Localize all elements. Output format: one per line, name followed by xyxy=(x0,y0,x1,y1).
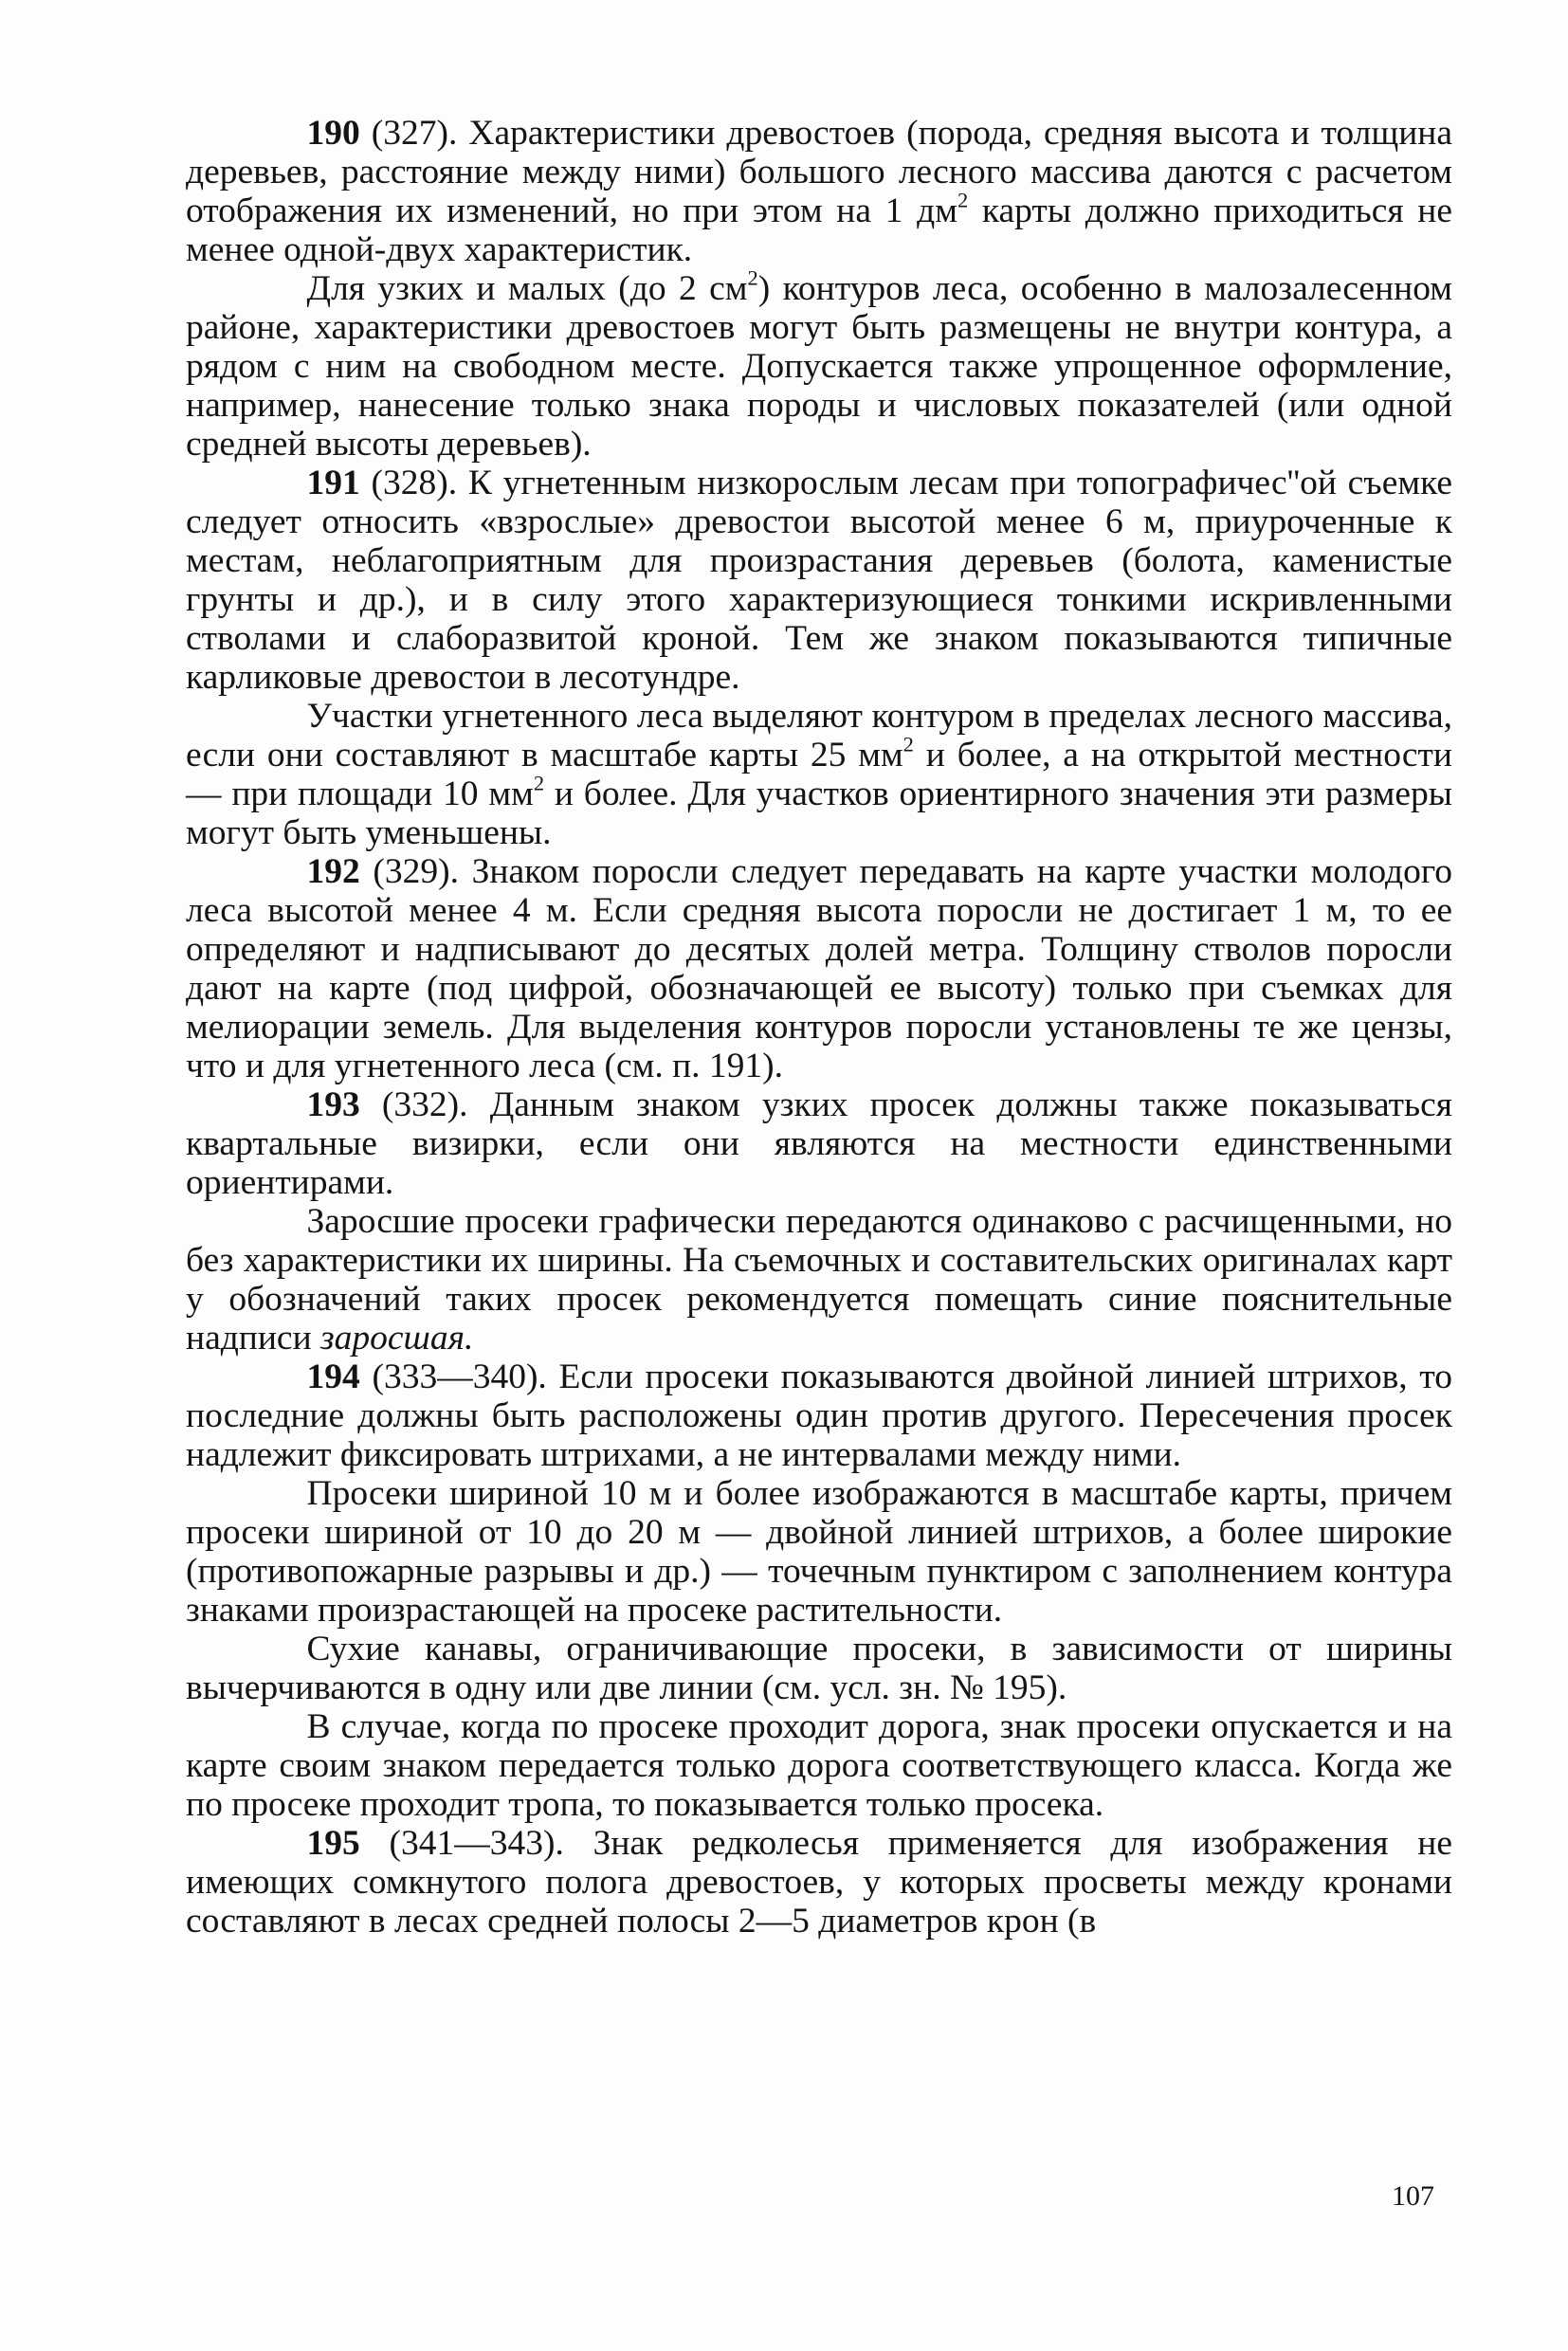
paragraph-194-continued xyxy=(186,1474,1452,1630)
item-reference: (329). xyxy=(373,852,459,891)
paragraph-195 xyxy=(186,1824,1452,1941)
paragraph-190 xyxy=(186,114,1452,269)
item-reference: (332). xyxy=(381,1085,468,1124)
paragraph-text: и более. Для участков ориентирного значения эти размеры могут быть уменьшены. xyxy=(186,775,1452,852)
paragraph-191 xyxy=(186,464,1452,697)
paragraph-text: карты должно приходиться не менее одной-двух характеристик. xyxy=(186,191,1452,269)
item-number: 194 xyxy=(306,1358,360,1396)
paragraph-193-continued xyxy=(186,1202,1452,1358)
paragraph-text: Сухие канавы, ограничивающие просеки, в зависимости от ширины вычерчиваются в одну или две линии (см. усл. зн. № 195). xyxy=(186,1630,1452,1707)
item-number: 191 xyxy=(306,464,360,502)
paragraph-text: Просеки шириной 10 м и более изображаются в масштабе карты, причем просеки шириной от 10 до 20 м — двойной линией штрихов, а более широкие (противопожарные разрывы и др.) — точечным пунктиром с заполнением контура знаками произрастающей на просеке растительности. xyxy=(186,1474,1452,1630)
paragraph-text: Для узких и малых (до 2 см xyxy=(306,269,748,308)
item-reference: (341—343). xyxy=(389,1824,564,1863)
paragraph-191-continued xyxy=(186,697,1452,852)
superscript: 2 xyxy=(957,188,969,212)
superscript: 2 xyxy=(747,265,758,290)
paragraph-193 xyxy=(186,1085,1452,1202)
paragraph-194 xyxy=(186,1358,1452,1474)
paragraph-text: Знаком поросли следует передавать на карте участки молодого леса высотой менее 4 м. Если средняя высота поросли не достигает 1 м, то ее определяют и надписывают до десятых долей метра. Толщину стволов поросли дают на карте (под цифрой, обозначающей ее высоту) только при съемках для мелиорации земель. Для выделения контуров поросли установлены те же цензы, что и для угнетенного леса (см. п. 191). xyxy=(186,852,1453,1085)
paragraph-text: и более, а на открытой местности — при площади 10 мм xyxy=(186,736,1452,813)
main-text xyxy=(186,114,1452,1941)
paragraph-text: Если просеки показываются двойной линией штрихов, то последние должны быть расположены один против другого. Пересечения просек надлежит фиксировать штрихами, а не интервалами между ними. xyxy=(186,1358,1453,1474)
paragraph-194-ditches xyxy=(186,1630,1452,1707)
italic-label: заросшая. xyxy=(320,1319,474,1358)
item-number: 193 xyxy=(306,1085,360,1124)
item-reference: (327). xyxy=(371,114,458,153)
paragraph-190-continued xyxy=(186,265,1452,464)
superscript: 2 xyxy=(533,771,545,795)
item-number: 195 xyxy=(306,1824,360,1863)
paragraph-text: Участки угнетенного леса выделяют контуром в пределах лесного массива, если они составляют в масштабе карты 25 мм xyxy=(186,697,1452,775)
paragraph-text: В случае, когда по просеке проходит дорога, знак просеки опускается и на карте своим знаком передается только дорога соответствующего класса. Когда же по просеке проходит тропа, то показывается только просека. xyxy=(186,1707,1452,1824)
paragraph-text: Данным знаком узких просек должны также показываться квартальные визирки, если они являются на местности единственными ориентирами. xyxy=(186,1085,1453,1202)
paragraph-text: Характеристики древостоев (порода, средняя высота и толщина деревьев, расстояние между ними) большого лесного массива даются с расчетом отображения их изменений, но при этом на 1 дм xyxy=(186,114,1453,230)
paragraph-text: Заросшие просеки графически передаются одинаково с расчищенными, но без характеристики их ширины. На съемочных и составительских оригиналах карт у обозначений таких просек рекомендуется помещать синие пояснительные надписи xyxy=(186,1202,1452,1358)
paragraph-192 xyxy=(186,852,1452,1085)
item-number: 192 xyxy=(306,852,360,891)
item-number: 190 xyxy=(306,114,360,153)
superscript: 2 xyxy=(903,732,914,756)
paragraph-text: Знак редколесья применяется для изображения не имеющих сомкнутого полога древостоев, у которых просветы между кронами составляют в лесах средней полосы 2—5 диаметров крон (в xyxy=(186,1824,1453,1941)
page-number: 107 xyxy=(1392,2180,1434,2212)
item-reference: (328). xyxy=(371,464,458,502)
item-reference: (333—340). xyxy=(372,1358,547,1396)
paragraph-text: ) контуров леса, особенно в малозалесенном районе, характеристики древостоев могут быть размещены не внутри контура, а рядом с ним на свободном месте. Допускается также упрощенное оформление, например, нанесение только знака породы и числовых показателей (или одной средней высоты деревьев). xyxy=(186,269,1452,464)
paragraph-text: К угнетенным низкорослым лесам при топографичес''ой съемке следует относить «взрослые» древостои высотой менее 6 м, приуроченные к местам, неблагоприятным для произрастания деревьев (болота, каменистые грунты и др.), и в силу этого характеризующиеся тонкими искривленными стволами и слаборазвитой кроной. Тем же знаком показываются типичные карликовые древостои в лесотундре. xyxy=(186,464,1453,697)
paragraph-194-road xyxy=(186,1707,1452,1824)
